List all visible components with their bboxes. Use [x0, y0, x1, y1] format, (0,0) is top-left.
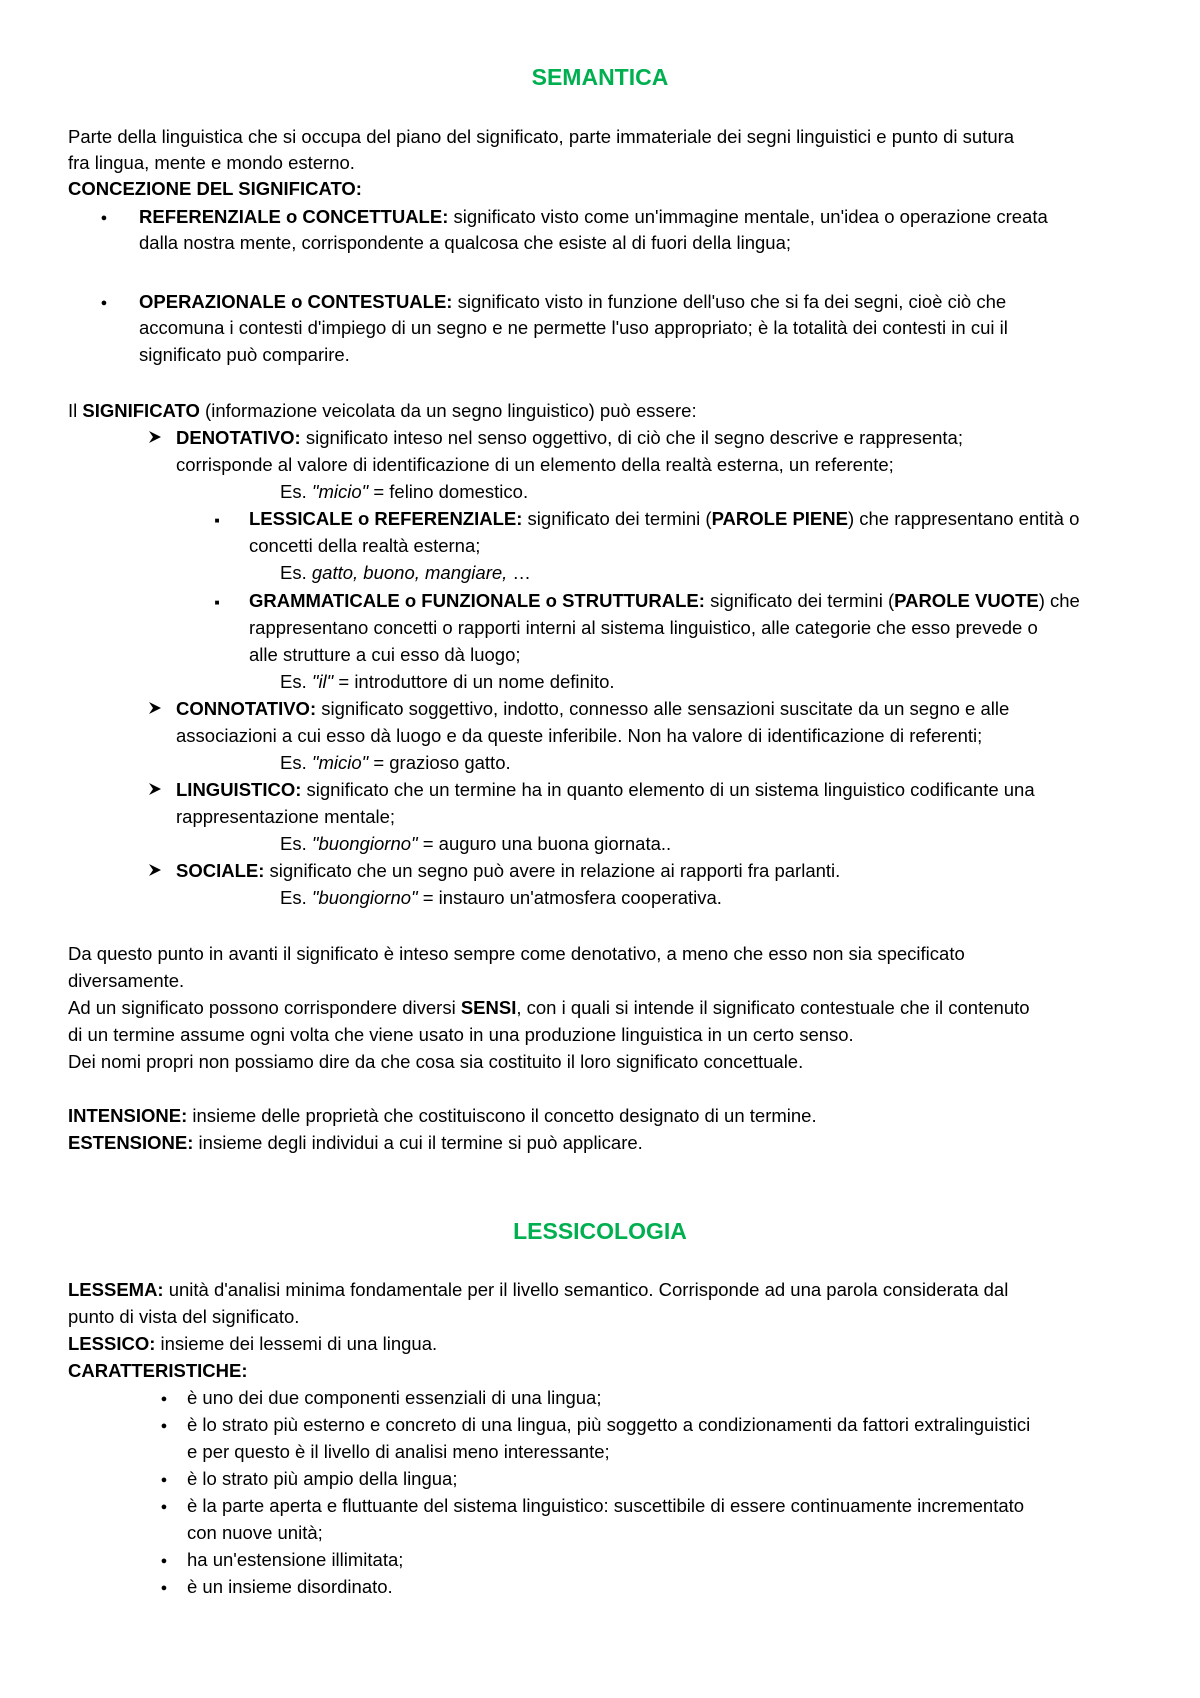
example-gloss: = felino domestico. — [368, 481, 529, 502]
linguistico-term: LINGUISTICO: — [176, 779, 302, 800]
significato-term: SIGNIFICATO — [82, 400, 200, 421]
example-prefix: Es. — [280, 833, 312, 854]
grammaticale-line-2: rappresentano concetti o rapporti interni al sistema linguistico, alle categorie che esso prevede o — [249, 617, 1038, 638]
lessema-def: unità d'analisi minima fondamentale per il livello semantico. Corrisponde ad una parola considerata dal — [163, 1279, 1009, 1300]
grammaticale-line-1 — [249, 587, 1080, 614]
lessicale-term: LESSICALE o REFERENZIALE: — [249, 508, 523, 529]
lessema-line-1 — [68, 1276, 1008, 1303]
operazionale-term: OPERAZIONALE o CONTESTUALE: — [139, 291, 453, 312]
section-title-semantica: SEMANTICA — [531, 64, 669, 90]
example-gloss: = grazioso gatto. — [368, 752, 511, 773]
grammaticale-line-3: alle strutture a cui esso dà luogo; — [249, 644, 521, 665]
sociale-term: SOCIALE: — [176, 860, 265, 881]
bullet-icon — [94, 203, 114, 230]
connotativo-example — [280, 749, 511, 776]
bullet-icon — [154, 1465, 174, 1492]
example-gloss: = instauro un'atmosfera cooperativa. — [417, 887, 722, 908]
sociale-example — [280, 884, 722, 911]
sensi-pre: Ad un significato possono corrispondere diversi — [68, 997, 461, 1018]
lessicale-post: ) che rappresentano entità o — [847, 508, 1080, 529]
lessema-line-2: punto di vista del significato. — [68, 1306, 300, 1327]
sociale-def: significato che un segno può avere in relazione ai rapporti fra parlanti. — [264, 860, 841, 881]
operazionale-def: significato visto in funzione dell'uso che si fa dei segni, cioè ciò che — [452, 291, 1007, 312]
denotativo-example — [280, 478, 528, 505]
sensi-post: , con i quali si intende il significato contestuale che il contenuto — [516, 997, 1030, 1018]
concezione-heading: CONCEZIONE DEL SIGNIFICATO: — [68, 178, 362, 199]
operazionale-line-3: significato può comparire. — [139, 344, 350, 365]
estensione-line — [68, 1129, 643, 1156]
lessicale-line-2: concetti della realtà esterna; — [249, 535, 481, 556]
linguistico-def: significato che un termine ha in quanto elemento di un sistema linguistico codificante una — [301, 779, 1035, 800]
lessico-def: insieme dei lessemi di una lingua. — [155, 1333, 438, 1354]
example-word: "buongiorno" — [311, 887, 418, 908]
referenziale-line-1 — [139, 203, 1048, 230]
list-item: ha un'estensione illimitata; — [187, 1549, 404, 1570]
caratteristiche-heading: CARATTERISTICHE: — [68, 1360, 248, 1381]
section-title-lessicologia: LESSICOLOGIA — [513, 1218, 687, 1244]
example-word: "micio" — [311, 481, 369, 502]
example-word: "buongiorno" — [311, 833, 418, 854]
sensi-line-1 — [68, 994, 1030, 1021]
list-item-continuation: e per questo è il livello di analisi meno interessante; — [187, 1441, 610, 1462]
intro-line-1: Parte della linguistica che si occupa del piano del significato, parte immateriale dei segni linguistici e punto di sutura — [68, 126, 1015, 147]
parole-vuote-term: PAROLE VUOTE — [894, 590, 1039, 611]
lessicale-mid: significato dei termini ( — [522, 508, 712, 529]
list-item: è la parte aperta e fluttuante del sistema linguistico: suscettibile di essere continuamente incrementato — [187, 1495, 1025, 1516]
list-item: è uno dei due componenti essenziali di una lingua; — [187, 1387, 602, 1408]
bullet-icon — [154, 1573, 174, 1600]
significato-pre: Il — [68, 400, 83, 421]
referenziale-def: significato visto come un'immagine mentale, un'idea o operazione creata — [448, 206, 1048, 227]
sociale-line-1 — [176, 857, 840, 884]
referenziale-term: REFERENZIALE o CONCETTUALE: — [139, 206, 449, 227]
square-bullet-icon — [211, 505, 223, 532]
bullet-icon — [154, 1492, 174, 1519]
arrow-bullet-icon — [148, 695, 168, 722]
arrow-bullet-icon — [148, 424, 168, 451]
list-item: è un insieme disordinato. — [187, 1576, 393, 1597]
example-word: gatto, buono, mangiare, — [311, 562, 508, 583]
para-denotativo-line-1: Da questo punto in avanti il significato è inteso sempre come denotativo, a meno che esso non sia specificato — [68, 943, 965, 964]
sensi-line-2: di un termine assume ogni volta che viene usato in una produzione linguistica in un certo senso. — [68, 1024, 854, 1045]
bullet-icon — [154, 1384, 174, 1411]
lessico-term: LESSICO: — [68, 1333, 156, 1354]
square-bullet-icon — [211, 587, 223, 614]
arrow-bullet-icon — [148, 857, 168, 884]
linguistico-line-1 — [176, 776, 1035, 803]
denotativo-term: DENOTATIVO: — [176, 427, 301, 448]
estensione-term: ESTENSIONE: — [68, 1132, 194, 1153]
list-item: è lo strato più esterno e concreto di una lingua, più soggetto a condizionamenti da fattori extralinguistici — [187, 1414, 1031, 1435]
example-prefix: Es. — [280, 562, 312, 583]
example-gloss: = auguro una buona giornata.. — [417, 833, 672, 854]
list-item: è lo strato più ampio della lingua; — [187, 1468, 458, 1489]
intro-line-2: fra lingua, mente e mondo esterno. — [68, 152, 355, 173]
intensione-term: INTENSIONE: — [68, 1105, 188, 1126]
example-gloss: = introduttore di un nome definito. — [333, 671, 615, 692]
bullet-icon — [154, 1546, 174, 1573]
lessicale-line-1 — [249, 505, 1079, 532]
example-prefix: Es. — [280, 887, 312, 908]
denotativo-line-2: corrisponde al valore di identificazione di un elemento della realtà esterna, un referente; — [176, 454, 894, 475]
connotativo-line-2: associazioni a cui esso dà luogo e da queste inferibile. Non ha valore di identificazione di referenti; — [176, 725, 983, 746]
lessico-line — [68, 1330, 437, 1357]
operazionale-line-1 — [139, 288, 1006, 315]
connotativo-line-1 — [176, 695, 1009, 722]
significato-post: (informazione veicolata da un segno linguistico) può essere: — [199, 400, 697, 421]
example-prefix: Es. — [280, 671, 312, 692]
example-gloss: … — [507, 562, 531, 583]
grammaticale-mid: significato dei termini ( — [704, 590, 895, 611]
lessicale-example — [280, 559, 531, 586]
intensione-def: insieme delle proprietà che costituiscono il concetto designato di un termine. — [187, 1105, 817, 1126]
example-prefix: Es. — [280, 752, 312, 773]
grammaticale-term: GRAMMATICALE o FUNZIONALE o STRUTTURALE: — [249, 590, 705, 611]
estensione-def: insieme degli individui a cui il termine si può applicare. — [193, 1132, 643, 1153]
parole-piene-term: PAROLE PIENE — [711, 508, 848, 529]
connotativo-term: CONNOTATIVO: — [176, 698, 317, 719]
nomi-propri-line: Dei nomi propri non possiamo dire da che cosa sia costituito il loro significato concettuale. — [68, 1051, 804, 1072]
referenziale-line-2: dalla nostra mente, corrispondente a qualcosa che esiste al di fuori della lingua; — [139, 232, 792, 253]
grammaticale-example — [280, 668, 615, 695]
operazionale-line-2: accomuna i contesti d'impiego di un segno e ne permette l'uso appropriato; è la totalità dei contesti in cui il — [139, 317, 1008, 338]
linguistico-line-2: rappresentazione mentale; — [176, 806, 396, 827]
bullet-icon — [154, 1411, 174, 1438]
example-word: "micio" — [311, 752, 369, 773]
bullet-icon — [94, 288, 114, 315]
connotativo-def: significato soggettivo, indotto, connesso alle sensazioni suscitate da un segno e alle — [316, 698, 1010, 719]
denotativo-def: significato inteso nel senso oggettivo, di ciò che il segno descrive e rappresenta; — [300, 427, 963, 448]
para-denotativo-line-2: diversamente. — [68, 970, 185, 991]
list-item-continuation: con nuove unità; — [187, 1522, 323, 1543]
linguistico-example — [280, 830, 671, 857]
example-prefix: Es. — [280, 481, 312, 502]
lessema-term: LESSEMA: — [68, 1279, 164, 1300]
arrow-bullet-icon — [148, 776, 168, 803]
sensi-term: SENSI — [460, 997, 517, 1018]
grammaticale-post: ) che — [1038, 590, 1080, 611]
denotativo-line-1 — [176, 424, 963, 451]
example-word: "il" — [311, 671, 334, 692]
intensione-line — [68, 1102, 817, 1129]
significato-intro — [68, 397, 697, 424]
